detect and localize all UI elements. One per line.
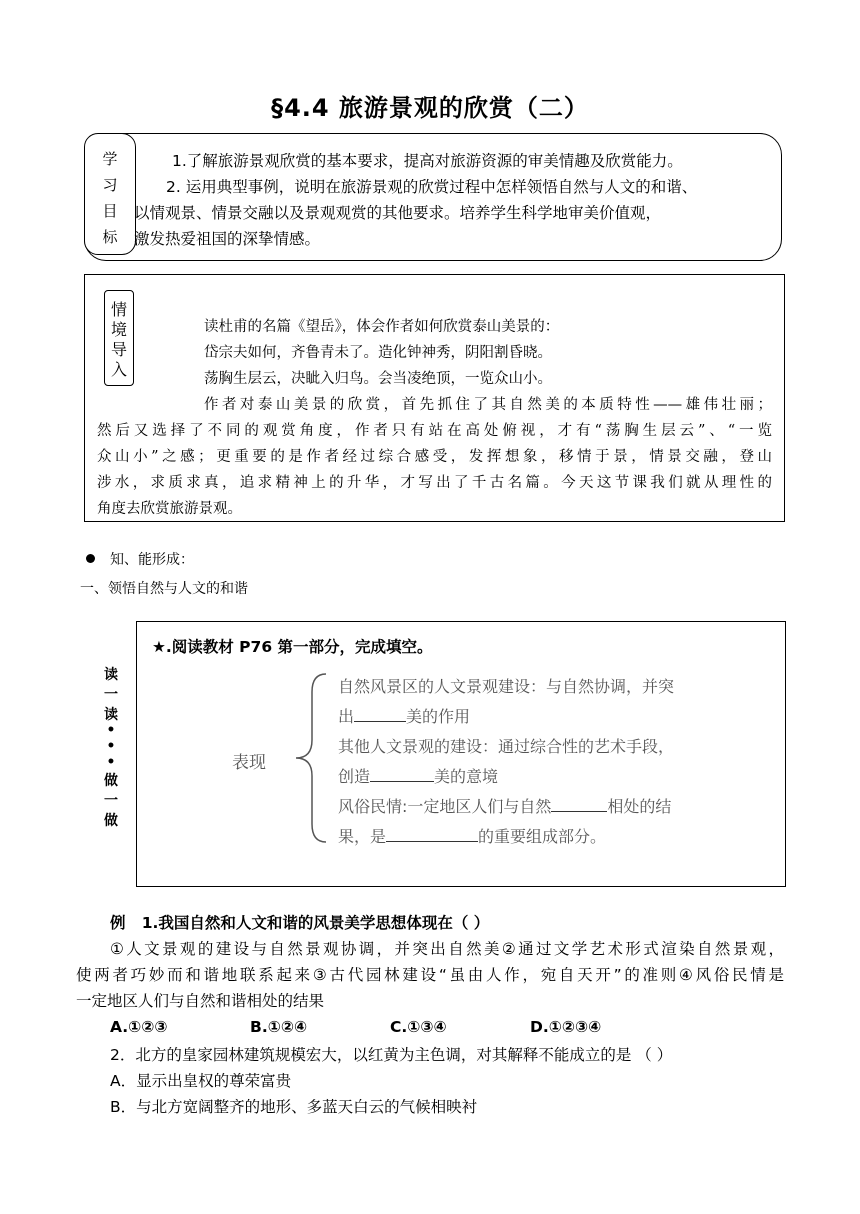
reading-item-text: 出 — [338, 707, 355, 726]
section-bullet: 知、能形成： — [110, 552, 194, 568]
scroll-char: 境 — [110, 320, 127, 339]
intro-line: 读杜甫的名篇《望岳》，体会作者如何欣赏泰山美景的： — [204, 319, 560, 335]
reading-item-text: 美的意境 — [434, 767, 499, 786]
intro-line: 涉水，求质求真，追求精神上的升华，才写出了千古名篇。今天这节课我们就从理性的 — [97, 475, 772, 491]
option-d[interactable]: D.①②③④ — [530, 1018, 602, 1036]
page-title: §4.4 旅游景观的欣赏（二） — [271, 94, 589, 122]
reading-item-text: 相处的结 — [607, 797, 672, 816]
option-b[interactable]: B．与北方宽阔整齐的地形、多蓝天白云的气候相映衬 — [110, 1098, 478, 1116]
question-body-line: 一定地区人们与自然和谐相处的结果 — [76, 992, 325, 1010]
side-label-char: • — [106, 738, 116, 754]
reading-item-text: 风俗民情:一定地区人们与自然 — [338, 797, 552, 816]
scroll-char: 情 — [110, 300, 127, 319]
reading-item — [338, 764, 498, 787]
intro-line: 岱宗夫如何，齐鲁青未了。造化钟神秀，阴阳割昏晓。 — [204, 345, 552, 361]
option-a[interactable]: A．显示出皇权的尊荣富贵 — [110, 1072, 292, 1090]
reading-item: 其他人文景观的建设：通过综合性的艺术手段， — [338, 737, 675, 756]
reading-item-text: 的重要组成部分。 — [478, 827, 607, 846]
reading-item — [338, 704, 470, 727]
reading-item-text: 创造 — [338, 767, 371, 786]
objective-line: 2. 运用典型事例，说明在旅游景观的欣赏过程中怎样领悟自然与人文的和谐、 — [166, 178, 698, 196]
objectives-tab-char: 习 — [102, 176, 118, 194]
objective-line: 激发热爱祖国的深挚情感。 — [134, 230, 321, 248]
objectives-tab-char: 标 — [102, 228, 118, 246]
reading-item-text: 美的作用 — [406, 707, 471, 726]
scroll-char: 入 — [110, 360, 127, 379]
reading-item: 自然风景区的人文景观建设：与自然协调，并突 — [338, 677, 675, 696]
reading-item — [338, 794, 671, 817]
left-brace-icon — [290, 670, 330, 846]
fill-blank[interactable] — [551, 795, 607, 812]
objectives-tab-char: 学 — [102, 150, 118, 168]
example-label: 例 — [110, 914, 126, 932]
scroll-label — [104, 290, 134, 386]
side-label-char: 一 — [104, 687, 118, 703]
objective-line: 1.了解旅游景观欣赏的基本要求，提高对旅游资源的审美情趣及欣赏能力。 — [172, 152, 683, 170]
reading-item-text: 果，是 — [338, 827, 387, 846]
side-label-char: 一 — [104, 793, 118, 809]
scroll-char: 导 — [110, 340, 127, 359]
side-label-char: 做 — [104, 773, 118, 789]
objectives-tab — [84, 133, 136, 255]
option-c[interactable]: C.①③④ — [390, 1018, 447, 1036]
question-2-stem: 2．北方的皇家园林建筑规模宏大，以红黄为主色调，对其解释不能成立的是 （ ） — [110, 1046, 673, 1064]
section-heading: 一、领悟自然与人文的和谐 — [80, 581, 248, 597]
intro-line: 荡胸生层云，决眦入归鸟。会当凌绝顶，一览众山小。 — [204, 371, 552, 387]
fill-blank[interactable] — [370, 765, 434, 782]
side-label-char: 读 — [104, 707, 118, 723]
intro-line: 角度去欣赏旅游景观。 — [97, 501, 242, 517]
option-b[interactable]: B.①②④ — [250, 1018, 308, 1036]
question-stem: 1.我国自然和人文和谐的风景美学思想体现在（ ） — [141, 914, 490, 932]
intro-line: 然后又选择了不同的观赏角度，作者只有站在高处俯视，才有“荡胸生层云”、“一览 — [97, 423, 772, 439]
question-1 — [110, 910, 489, 936]
side-label-char: 做 — [104, 813, 118, 829]
question-body-line: 使两者巧妙而和谐地联系起来③古代园林建设“虽由人作，宛自天开”的准则④风俗民情是 — [76, 966, 784, 984]
side-label-char: • — [106, 722, 116, 738]
intro-line: 众山小”之感；更重要的是作者经过综合感受，发挥想象，移情于景，情景交融，登山 — [97, 449, 772, 465]
objectives-tab-char: 目 — [102, 202, 118, 220]
side-label-char: 读 — [104, 667, 118, 683]
fill-blank[interactable] — [386, 825, 478, 842]
brace-label: 表现 — [232, 753, 266, 773]
bullet-icon — [86, 554, 95, 563]
objective-line: 以情观景、情景交融以及景观观赏的其他要求。培养学生科学地审美价值观， — [134, 204, 662, 222]
reading-item — [338, 824, 606, 847]
question-body-line: ①人文景观的建设与自然景观协调，并突出自然美②通过文学艺术形式渲染自然景观， — [110, 940, 784, 958]
side-label-char: • — [106, 754, 116, 770]
intro-line: 作者对泰山美景的欣赏，首先抓住了其自然美的本质特性——雄伟壮丽； — [204, 397, 772, 413]
reading-instruction: ★.阅读教材 P76 第一部分，完成填空。 — [152, 638, 433, 656]
option-a[interactable]: A.①②③ — [110, 1018, 168, 1036]
fill-blank[interactable] — [354, 705, 406, 722]
